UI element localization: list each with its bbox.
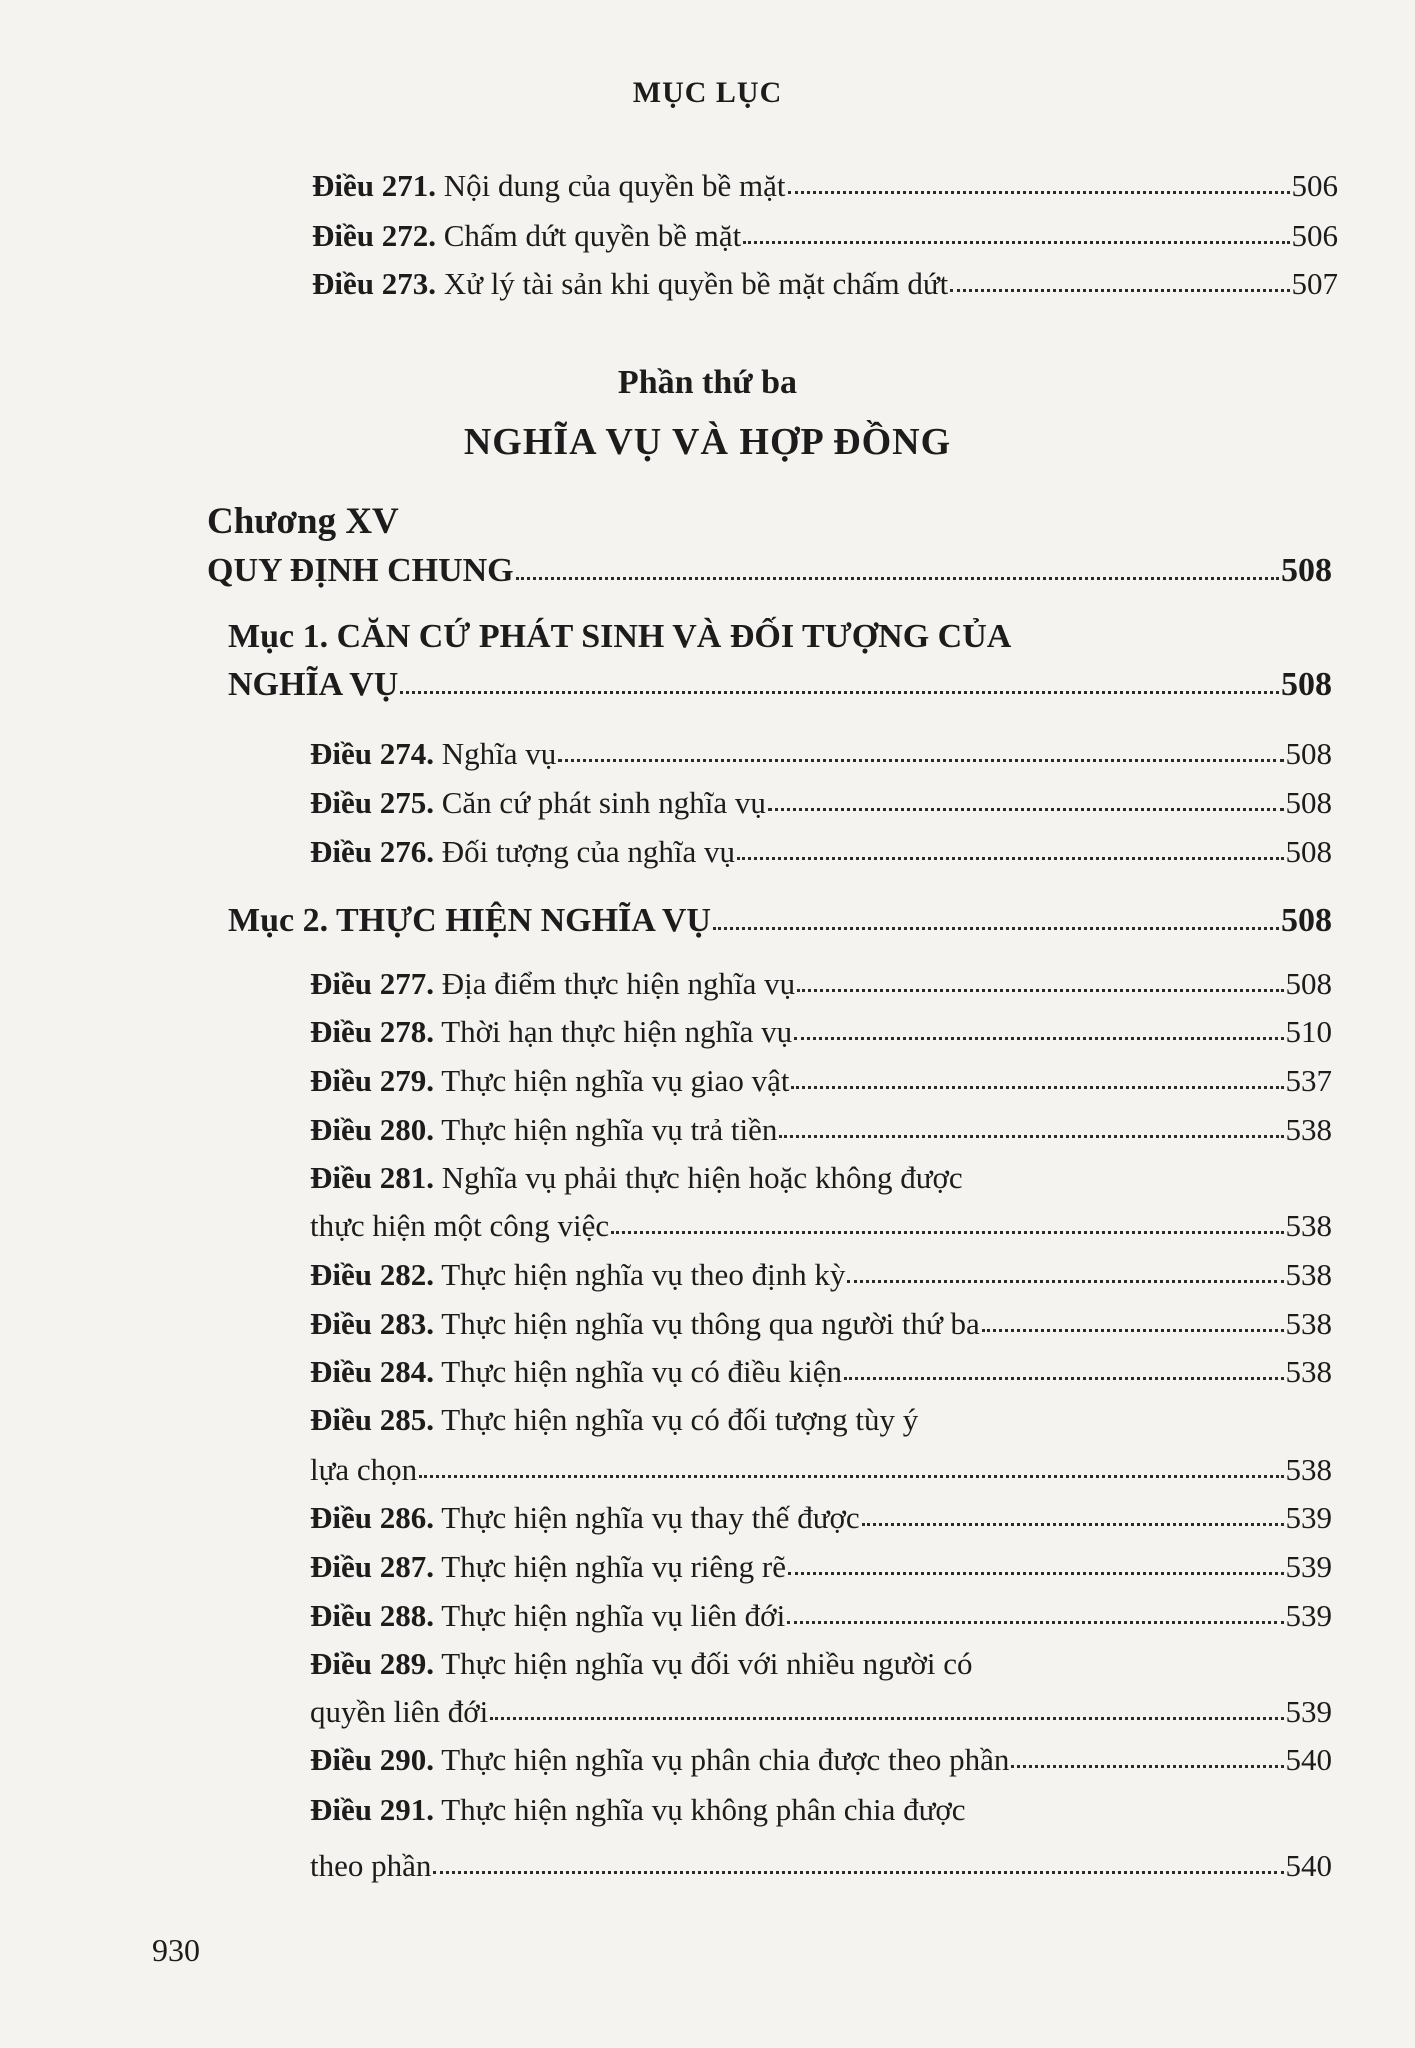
- entry-page: 507: [1291, 266, 1338, 301]
- chapter-page: 508: [1281, 552, 1332, 589]
- toc-entry-281: [310, 1160, 963, 1196]
- entry-label: Điều 277.: [310, 966, 434, 1001]
- dot-leader: [982, 1329, 1284, 1332]
- entry-title-cont: quyền liên đới: [310, 1694, 489, 1729]
- dot-leader: [558, 759, 1283, 762]
- dot-leader: [400, 691, 1279, 694]
- dot-leader: [737, 857, 1284, 860]
- dot-leader: [1011, 1765, 1283, 1768]
- dot-leader: [797, 989, 1283, 992]
- dot-leader: [490, 1717, 1283, 1720]
- entry-title-cont: lựa chọn: [310, 1452, 418, 1487]
- entry-title: Thực hiện nghĩa vụ giao vật: [441, 1063, 790, 1098]
- part-title: Phần thứ ba: [617, 364, 798, 401]
- chapter-label: Chương XV: [207, 501, 399, 542]
- dot-leader: [768, 808, 1284, 811]
- dot-leader: [788, 1572, 1284, 1575]
- entry-label: Điều 287.: [310, 1549, 434, 1584]
- dot-leader: [844, 1377, 1284, 1380]
- entry-title: Nghĩa vụ: [441, 736, 557, 771]
- dot-leader: [791, 1086, 1283, 1089]
- entry-label: Điều 276.: [310, 834, 434, 869]
- dot-leader: [794, 1037, 1283, 1040]
- toc-entry-289: [310, 1646, 973, 1682]
- toc-entry-277: [310, 966, 1332, 1002]
- entry-page: 510: [1285, 1014, 1332, 1049]
- toc-entry-291-cont: [310, 1848, 1332, 1884]
- entry-page: 508: [1285, 834, 1332, 869]
- entry-label: Điều 279.: [310, 1063, 434, 1098]
- entry-page: 539: [1285, 1500, 1332, 1535]
- part-subtitle: NGHĨA VỤ VÀ HỢP ĐỒNG: [463, 421, 952, 463]
- dot-leader: [419, 1475, 1283, 1478]
- entry-page: 506: [1291, 218, 1338, 253]
- entry-title-cont: thực hiện một công việc: [310, 1208, 610, 1243]
- entry-title: Địa điểm thực hiện nghĩa vụ: [441, 966, 796, 1001]
- toc-entry-275: [310, 785, 1332, 821]
- entry-label: Điều 278.: [310, 1014, 434, 1049]
- dot-leader: [433, 1871, 1283, 1874]
- toc-entry-288: [310, 1598, 1332, 1634]
- dot-leader: [787, 1621, 1283, 1624]
- entry-page: 539: [1285, 1598, 1332, 1633]
- toc-entry-286: [310, 1500, 1332, 1536]
- toc-entry-283: [310, 1306, 1332, 1342]
- entry-title: Thực hiện nghĩa vụ thay thế được: [441, 1500, 860, 1535]
- toc-entry-287: [310, 1549, 1332, 1585]
- entry-title: Thực hiện nghĩa vụ có đối tượng tùy ý: [441, 1402, 919, 1437]
- dot-leader: [862, 1523, 1284, 1526]
- toc-entry-276: [310, 834, 1332, 870]
- chapter-title: QUY ĐỊNH CHUNG: [207, 552, 514, 589]
- toc-entry-279: [310, 1063, 1332, 1099]
- section-2-row: [228, 902, 1332, 940]
- toc-entry-284: [310, 1354, 1332, 1390]
- section-1-row: [228, 666, 1332, 704]
- entry-title: Thực hiện nghĩa vụ thông qua người thứ ba: [441, 1306, 980, 1341]
- toc-entry-274: [310, 736, 1332, 772]
- entry-page: 538: [1285, 1452, 1332, 1487]
- entry-title: Thực hiện nghĩa vụ phân chia được theo phần: [441, 1742, 1010, 1777]
- entry-title: Thực hiện nghĩa vụ có điều kiện: [441, 1354, 842, 1389]
- section-1-title: Mục 1. CĂN CỨ PHÁT SINH VÀ ĐỐI TƯỢNG CỦA: [228, 618, 1012, 655]
- toc-entry-281-cont: [310, 1208, 1332, 1244]
- toc-entry-272: [312, 218, 1338, 254]
- entry-label: Điều 291.: [310, 1792, 434, 1827]
- entry-title: Nghĩa vụ phải thực hiện hoặc không được: [441, 1160, 963, 1195]
- entry-page: 539: [1285, 1694, 1332, 1729]
- toc-entry-289-cont: [310, 1694, 1332, 1730]
- entry-label: Điều 286.: [310, 1500, 434, 1535]
- toc-entry-278: [310, 1014, 1332, 1050]
- entry-page: 538: [1285, 1208, 1332, 1243]
- entry-title: Thực hiện nghĩa vụ trả tiền: [441, 1112, 778, 1147]
- entry-label: Điều 285.: [310, 1402, 434, 1437]
- entry-page: 540: [1285, 1742, 1332, 1777]
- entry-title: Thời hạn thực hiện nghĩa vụ: [441, 1014, 793, 1049]
- entry-page: 538: [1285, 1257, 1332, 1292]
- entry-label: Điều 280.: [310, 1112, 434, 1147]
- entry-page: 506: [1291, 168, 1338, 203]
- dot-leader: [779, 1135, 1283, 1138]
- entry-page: 508: [1285, 736, 1332, 771]
- toc-entry-273: [312, 266, 1338, 302]
- chapter-title-row: [207, 552, 1332, 590]
- entry-label: Điều 288.: [310, 1598, 434, 1633]
- entry-label: Điều 282.: [310, 1257, 434, 1292]
- dot-leader: [743, 241, 1289, 244]
- entry-title: Thực hiện nghĩa vụ đối với nhiều người có: [441, 1646, 973, 1681]
- entry-title: Xử lý tài sản khi quyền bề mặt chấm dứt: [443, 266, 949, 301]
- entry-page: 540: [1285, 1848, 1332, 1883]
- dot-leader: [516, 577, 1279, 580]
- entry-title: Nội dung của quyền bề mặt: [443, 168, 786, 203]
- page-number: 930: [152, 1932, 200, 1968]
- entry-title: Thực hiện nghĩa vụ riêng rẽ: [441, 1549, 786, 1584]
- entry-label: Điều 273.: [312, 266, 436, 301]
- entry-label: Điều 281.: [310, 1160, 434, 1195]
- toc-entry-285-cont: [310, 1452, 1332, 1488]
- section-1-page: 508: [1281, 666, 1332, 703]
- toc-entry-290: [310, 1742, 1332, 1778]
- entry-title: Đối tượng của nghĩa vụ: [441, 834, 735, 869]
- entry-page: 508: [1285, 966, 1332, 1001]
- entry-title: Thực hiện nghĩa vụ không phân chia được: [441, 1792, 966, 1827]
- entry-title: Thực hiện nghĩa vụ liên đới: [441, 1598, 786, 1633]
- entry-page: 537: [1285, 1063, 1332, 1098]
- entry-title: Chấm dứt quyền bề mặt: [443, 218, 742, 253]
- entry-label: Điều 271.: [312, 168, 436, 203]
- page-header: MỤC LỤC: [632, 76, 783, 109]
- toc-entry-280: [310, 1112, 1332, 1148]
- entry-page: 538: [1285, 1354, 1332, 1389]
- entry-page: 538: [1285, 1306, 1332, 1341]
- entry-label: Điều 274.: [310, 736, 434, 771]
- dot-leader: [611, 1231, 1283, 1234]
- toc-entry-282: [310, 1257, 1332, 1293]
- entry-page: 508: [1285, 785, 1332, 820]
- toc-entry-291: [310, 1792, 966, 1828]
- entry-label: Điều 284.: [310, 1354, 434, 1389]
- entry-page: 538: [1285, 1112, 1332, 1147]
- dot-leader: [788, 191, 1290, 194]
- dot-leader: [713, 927, 1279, 930]
- entry-label: Điều 283.: [310, 1306, 434, 1341]
- entry-page: 539: [1285, 1549, 1332, 1584]
- dot-leader: [847, 1280, 1283, 1283]
- toc-entry-271: [312, 168, 1338, 204]
- dot-leader: [950, 289, 1289, 292]
- entry-label: Điều 272.: [312, 218, 436, 253]
- toc-entry-285: [310, 1402, 918, 1438]
- entry-label: Điều 290.: [310, 1742, 434, 1777]
- section-2-page: 508: [1281, 902, 1332, 939]
- entry-title: Thực hiện nghĩa vụ theo định kỳ: [441, 1257, 846, 1292]
- entry-title: Căn cứ phát sinh nghĩa vụ: [441, 785, 766, 820]
- entry-title-cont: theo phần: [310, 1848, 432, 1883]
- section-2-title: Mục 2. THỰC HIỆN NGHĨA VỤ: [228, 902, 711, 939]
- section-1-title-cont: NGHĨA VỤ: [228, 666, 399, 703]
- entry-label: Điều 275.: [310, 785, 434, 820]
- entry-label: Điều 289.: [310, 1646, 434, 1681]
